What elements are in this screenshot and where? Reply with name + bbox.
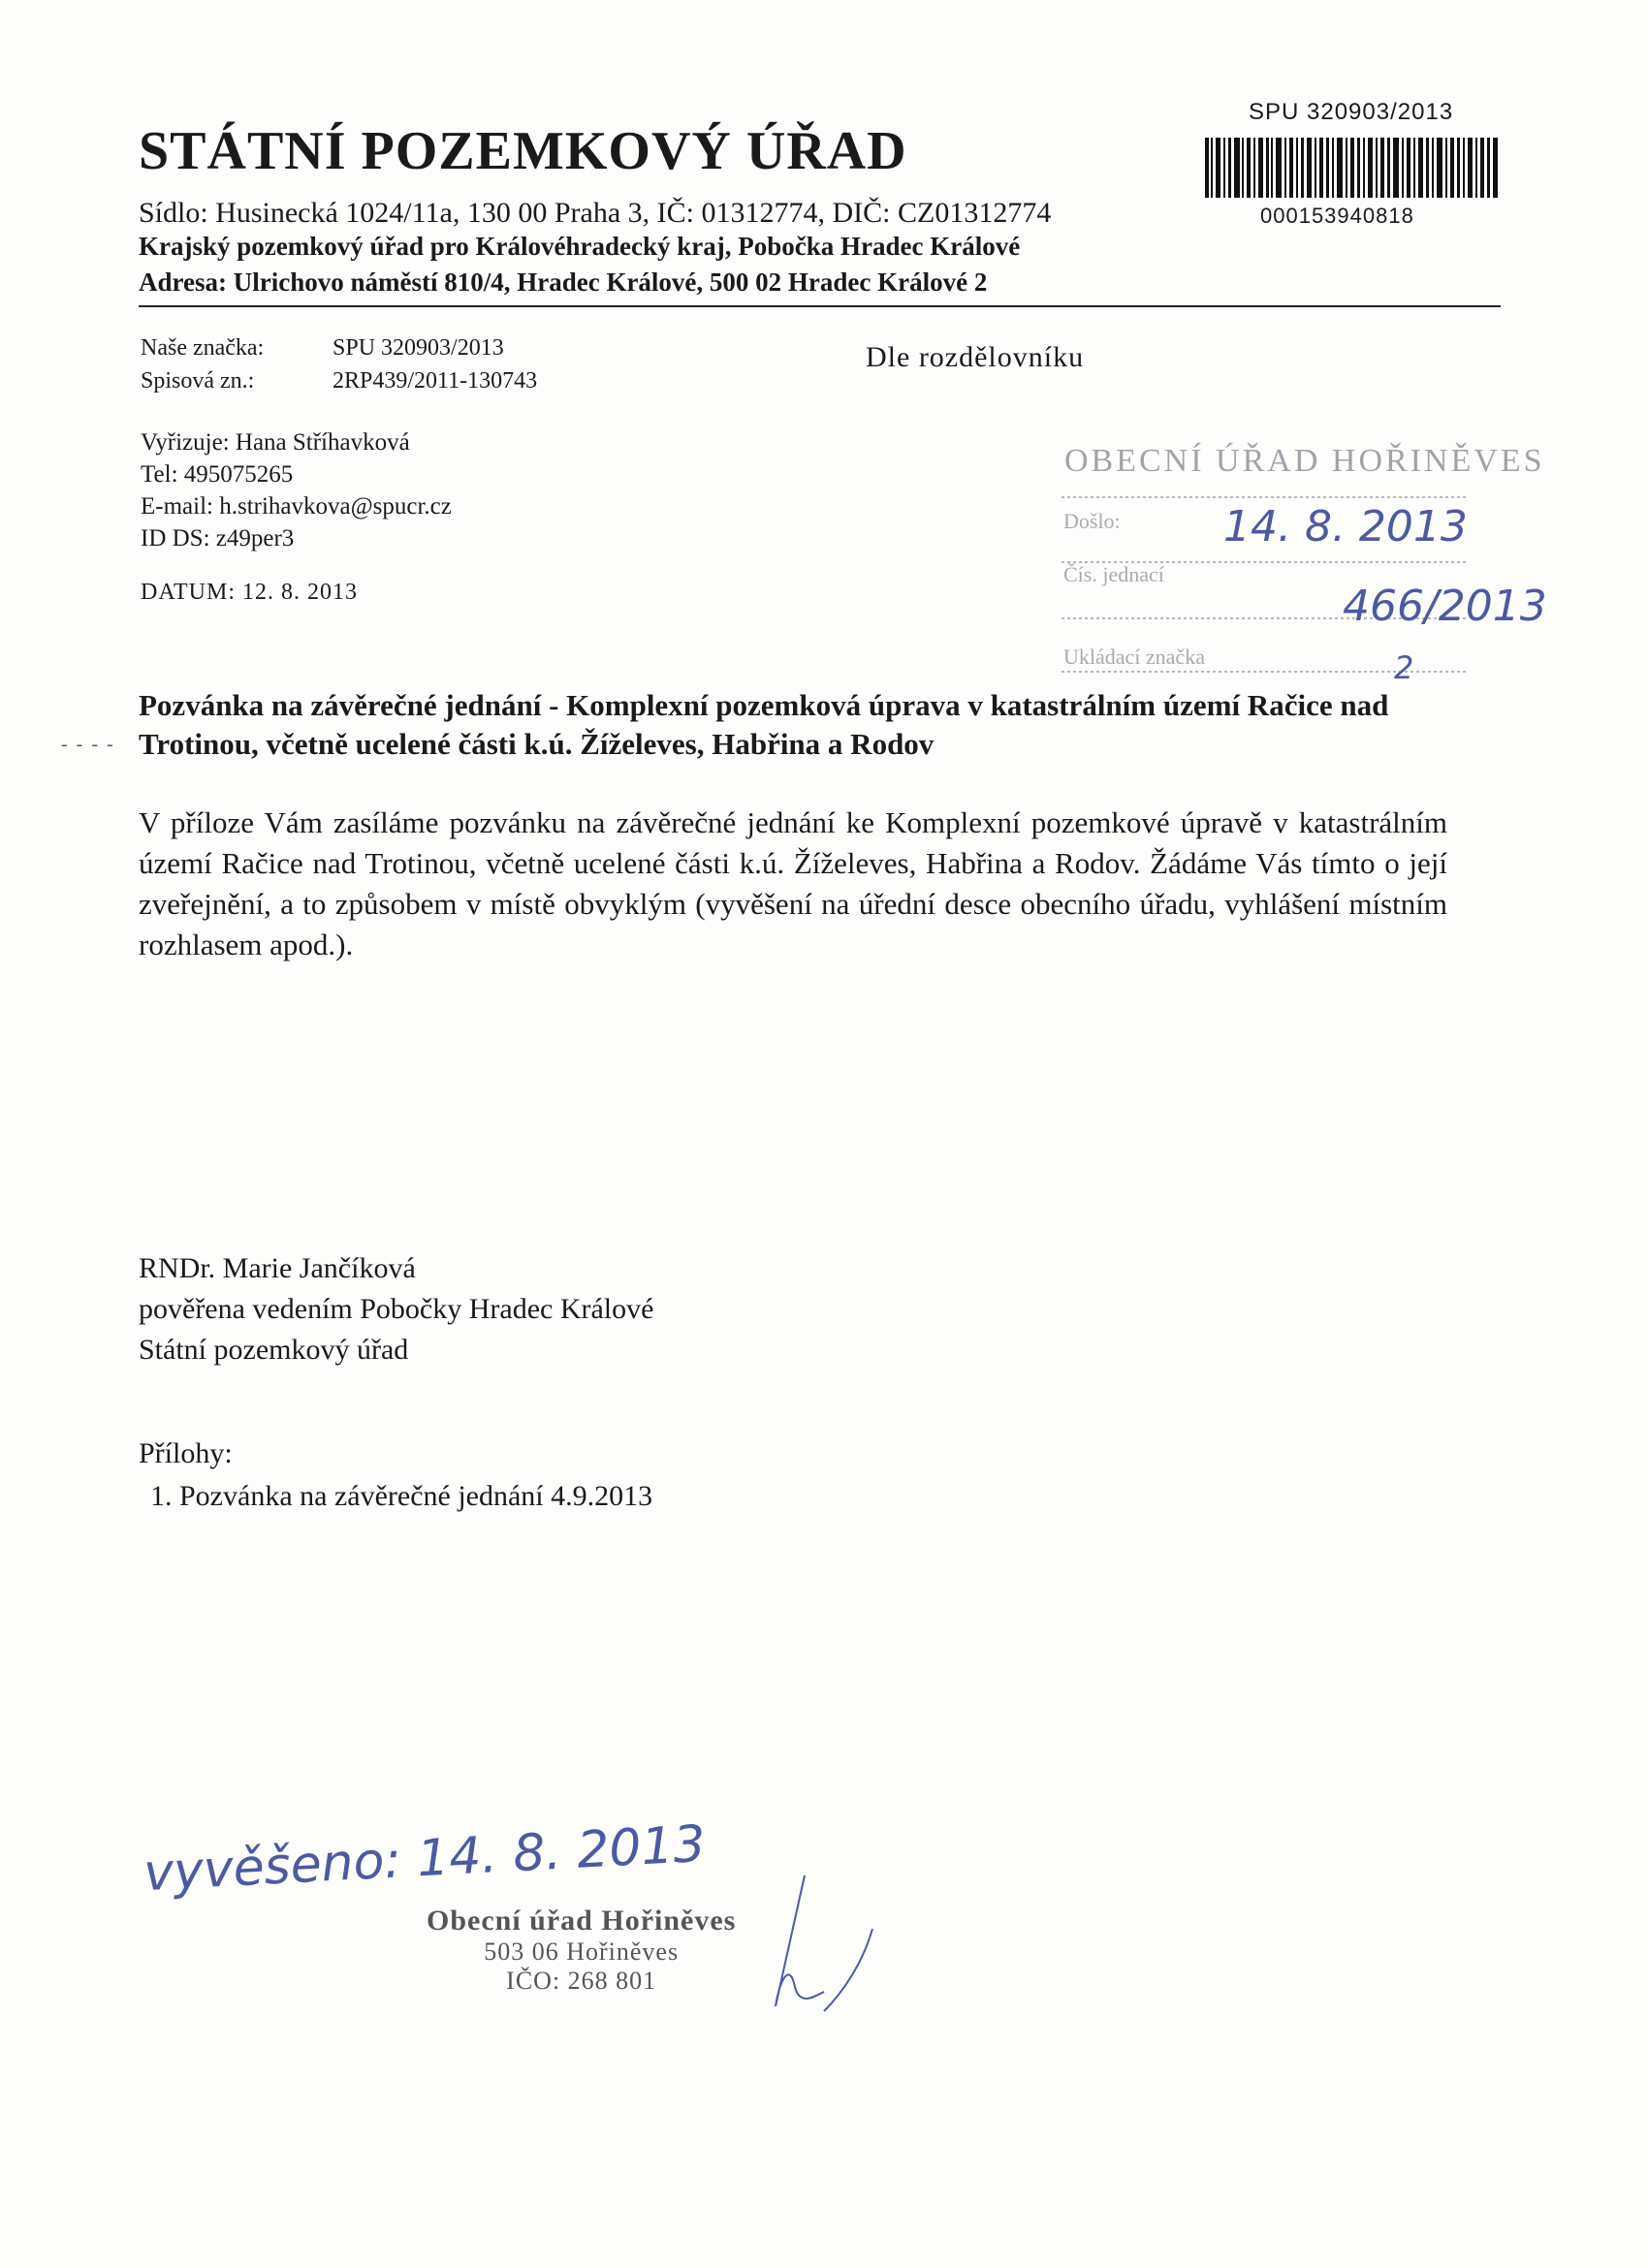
attachment-item: 1. Pozvánka na závěrečné jednání 4.9.2013 xyxy=(150,1479,653,1512)
barcode-icon xyxy=(1205,138,1498,198)
file-ref-value: 2RP439/2011-130743 xyxy=(333,368,538,394)
signatory-role: pověřena vedením Pobočky Hradec Králové xyxy=(139,1293,654,1325)
data-box-id: ID DS: z49per3 xyxy=(141,525,295,551)
signature-scribble-icon xyxy=(737,1871,892,2016)
office-seat: Sídlo: Husinecká 1024/11a, 130 00 Praha 3, IČ: 01312774, DIČ: CZ01312774 xyxy=(139,197,1052,229)
attachments xyxy=(139,1433,652,1517)
ref-number-label: Čís. jednací xyxy=(1063,562,1164,586)
body-paragraph: V příloze Vám zasíláme pozvánku na závěrečné jednání ke Komplexní pozemkové úpravě v katastrálním území Račice nad Trotinou, včetně ucelené části k.ú. Žíželeves, Habřina a Rodov. Žádáme Vás tímto o její zveřejnění, a to způsobem v místě obvyklým (vyvěšení na úřední desce obecního úřadu, vyhlášení místním rozhlasem apod.). xyxy=(139,805,1447,962)
our-ref-label: Naše značka: xyxy=(141,335,265,361)
storage-mark-label: Ukládací značka xyxy=(1063,645,1205,669)
storage-mark-value: 2 xyxy=(1394,649,1414,686)
posted-note-handwritten: vyvěšeno: 14. 8. 2013 xyxy=(142,1814,708,1904)
barcode-digits: 000153940818 xyxy=(1260,204,1414,228)
fold-mark: - - - - xyxy=(61,734,115,755)
received-stamp-office: OBECNÍ ÚŘAD HOŘINĚVES xyxy=(1064,443,1545,479)
office-title: STÁTNÍ POZEMKOVÝ ÚŘAD xyxy=(139,121,907,181)
header-divider xyxy=(139,305,1501,307)
attachments-label: Přílohy: xyxy=(139,1437,233,1469)
posted-stamp xyxy=(427,1905,736,1996)
recipient: Dle rozdělovníku xyxy=(866,341,1085,373)
posted-stamp-postcode: 503 06 Hořiněves xyxy=(484,1937,680,1966)
contact-tel: Tel: 495075265 xyxy=(141,461,294,488)
branch-address: Adresa: Ulrichovo náměstí 810/4, Hradec Králové, 500 02 Hradec Králové 2 xyxy=(139,268,988,297)
subject: Pozvánka na závěrečné jednání - Komplexní pozemková úprava v katastrálním území Račice nad Trotinou, včetně ucelené části k.ú. Žíželeves, Habřina a Rodov xyxy=(139,688,1389,762)
signature-block xyxy=(139,1248,653,1370)
our-ref-value: SPU 320903/2013 xyxy=(333,335,504,361)
file-ref-label: Spisová zn.: xyxy=(141,368,255,394)
received-date: 14. 8. 2013 xyxy=(1223,502,1468,551)
signatory-name: RNDr. Marie Jančíková xyxy=(139,1252,416,1284)
branch-name: Krajský pozemkový úřad pro Královéhradecký kraj, Pobočka Hradec Králové xyxy=(139,232,1021,261)
signatory-org: Státní pozemkový úřad xyxy=(139,1334,409,1366)
document-date: DATUM: 12. 8. 2013 xyxy=(141,580,359,605)
posted-stamp-ico: IČO: 268 801 xyxy=(506,1967,657,1995)
received-label: Došlo: xyxy=(1063,509,1121,533)
contact-email: E-mail: h.strihavkova@spucr.cz xyxy=(141,493,452,520)
ref-number-value: 466/2013 xyxy=(1343,582,1547,631)
barcode-label: SPU 320903/2013 xyxy=(1249,99,1454,125)
posted-stamp-office: Obecní úřad Hořiněves xyxy=(427,1905,737,1937)
handled-by: Vyřizuje: Hana Stříhavková xyxy=(141,429,410,456)
